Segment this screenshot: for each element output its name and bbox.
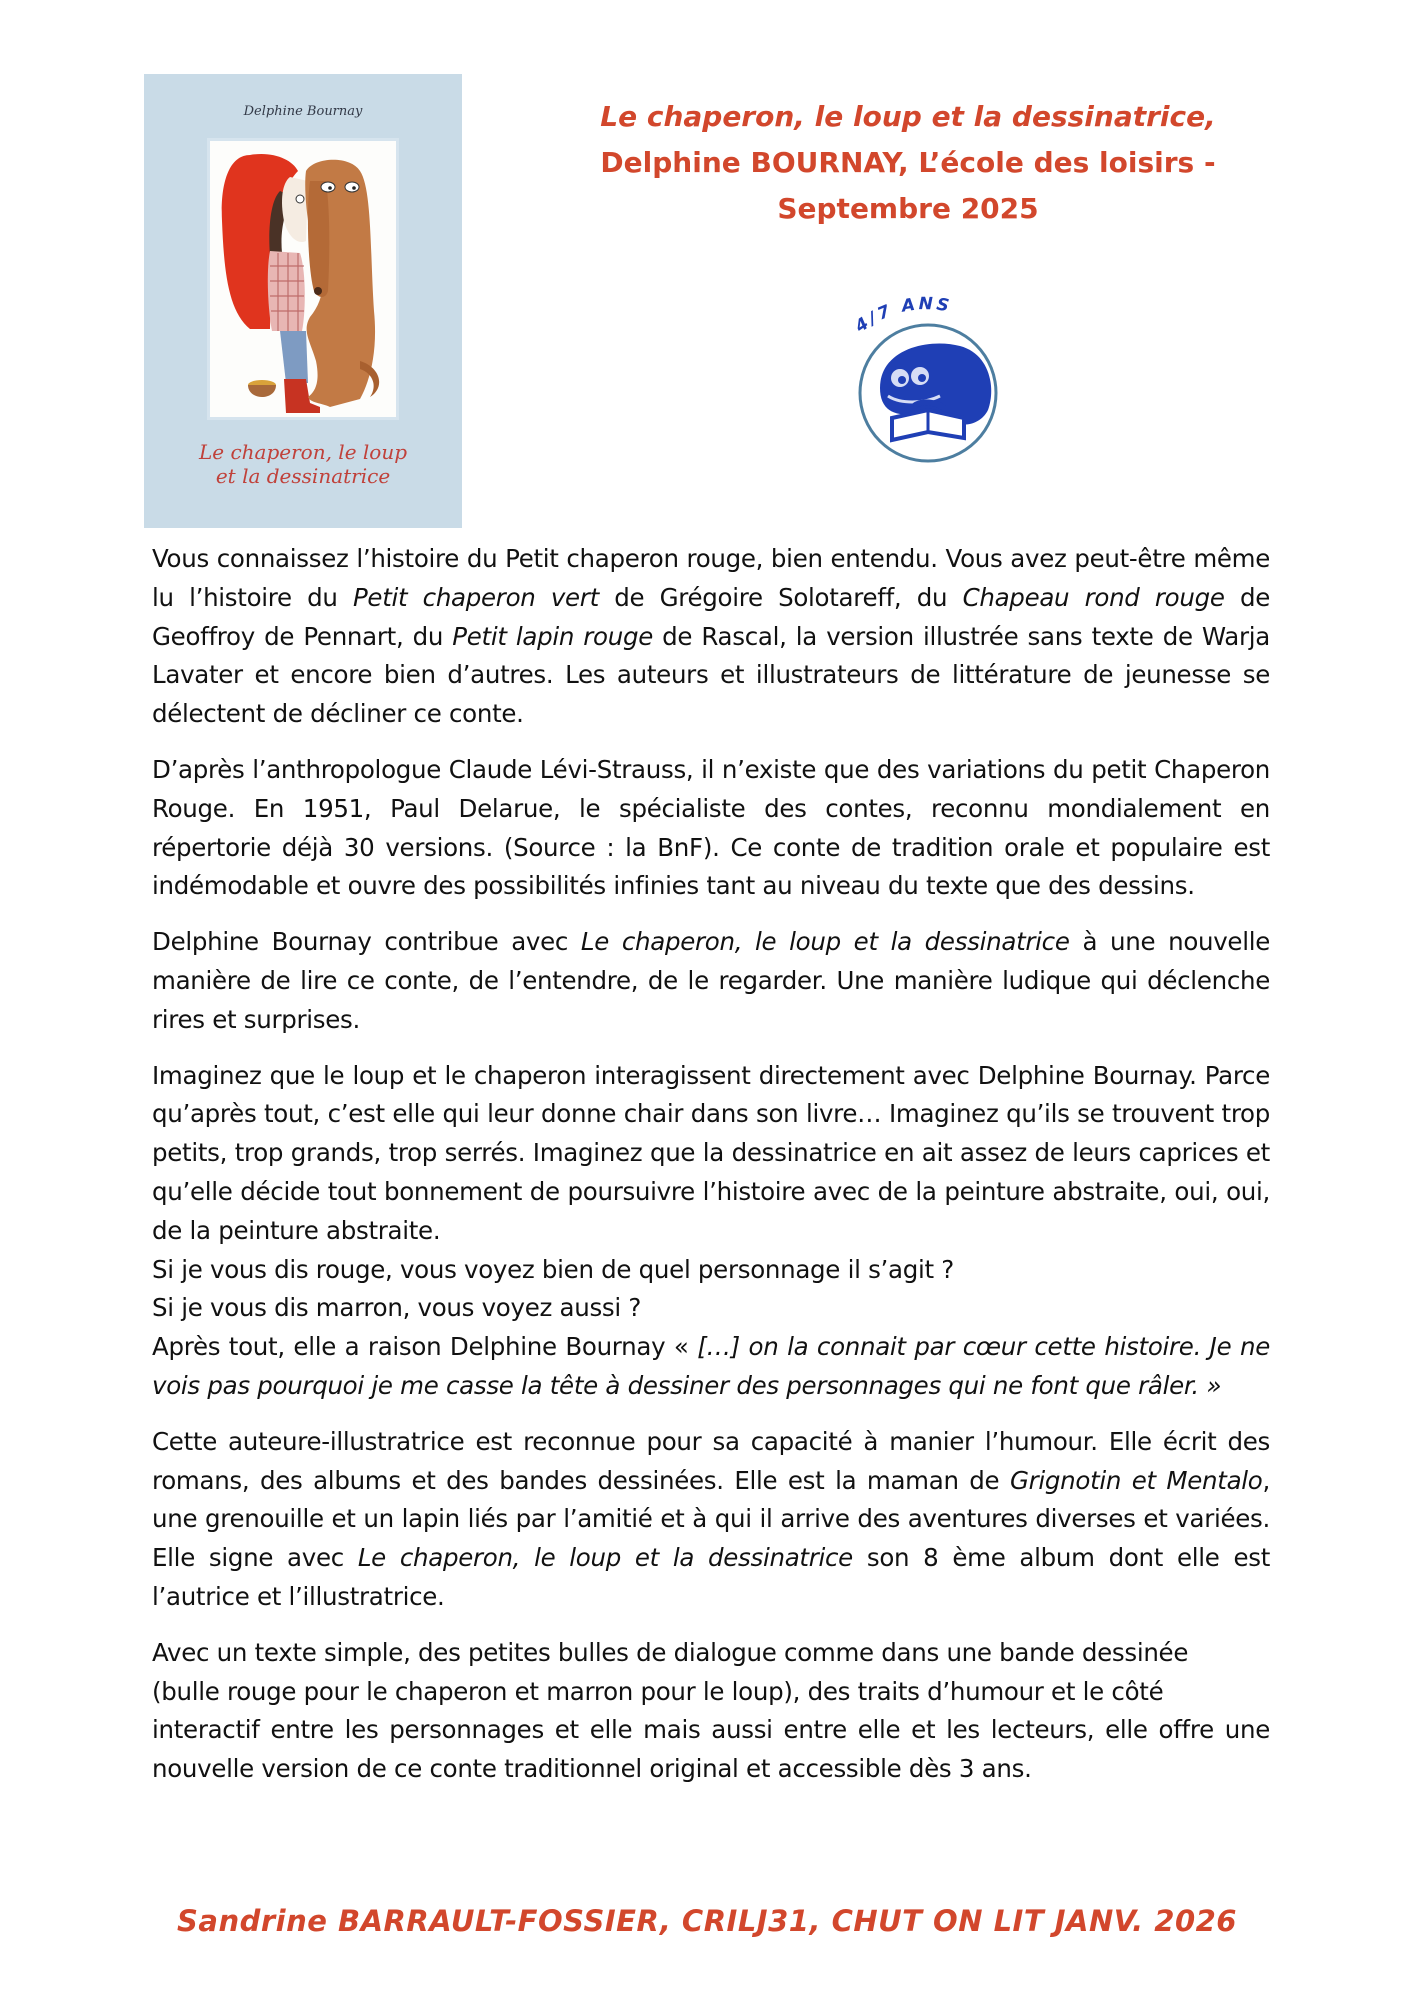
cover-title: [144, 440, 462, 488]
paragraph-questions: [152, 1251, 1270, 1406]
cover-author: Delphine Bournay: [243, 104, 363, 119]
title-line-book: Le chaperon, le loup et la dessinatrice,: [600, 100, 1216, 133]
reviewer-signature: Sandrine BARRAULT-FOSSIER, CRILJ31, CHUT ON LIT JANV. 2026: [177, 1904, 1237, 1938]
paragraph-contribution: Delphine Bournay contribue avec Le chaperon, le loup et la dessinatrice à une nouvelle manière de lire ce conte, de l’entendre, de le regarder. Une manière ludique qui déclenche rires et surprises.: [152, 927, 1270, 1034]
age-badge: [840, 288, 1010, 468]
age-range-label: 4/7 ANS: [851, 294, 954, 337]
frog-reading-icon: [840, 288, 1010, 468]
paragraph-intro: Vous connaissez l’histoire du Petit chaperon rouge, bien entendu. Vous avez peut-être même lu l’histoire du Petit chaperon vert de Grégoire Solotareff, du Chapeau rond rouge de Geoffroy de Pennart, du Petit lapin rouge de Rascal, la version illustrée sans texte de Warja Lavater et encore bien d’autres. Les auteurs et illustrateurs de littérature de jeunesse se délectent de décliner ce conte.: [152, 544, 1270, 729]
paragraph-levi-strauss: D’après l’anthropologue Claude Lévi-Strauss, il n’existe que des variations du petit Chaperon Rouge. En 1951, Paul Delarue, le spécialiste des contes, reconnu mondialement en répertorie déjà 30 versions. (Source : la BnF). Ce conte de tradition orale et populaire est indémodable et ouvre des possibilités infinies tant au niveau du texte que des dessins.: [152, 754, 1270, 901]
wolf-and-red-riding-hood-icon: [210, 141, 396, 417]
review-body: [152, 540, 1270, 1806]
question-marron: Si je vous dis marron, vous voyez aussi ?: [152, 1293, 642, 1323]
paragraph-conclusion: Avec un texte simple, des petites bulles de dialogue comme dans une bande dessinée (bulle rouge pour le chaperon et marron pour le loup), des traits d’humour et le côté interactif entre les personnages et elle mais aussi entre elle et les lecteurs, elle offre une nouvelle version de ce conte traditionnel original et accessible dès 3 ans.: [152, 1637, 1270, 1784]
cover-title-line1: Le chaperon, le loup: [198, 440, 408, 464]
paragraph-imagine: Imaginez que le loup et le chaperon interagissent directement avec Delphine Bournay. Parce qu’après tout, c’est elle qui leur donne chair dans son livre… Imaginez qu’ils se trouvent trop petits, trop grands, trop serrés. Imaginez que la dessinatrice en ait assez de leurs caprices et qu’elle décide tout bonnement de poursuivre l’histoire avec de la peinture abstraite, oui, oui, de la peinture abstraite.: [152, 1060, 1270, 1245]
question-rouge: Si je vous dis rouge, vous voyez bien de quel personnage il s’agit ?: [152, 1254, 954, 1284]
author-quote: Après tout, elle a raison Delphine Bournay « […] on la connait par cœur cette histoire. Je ne vois pas pourquoi je me casse la tête à dessiner des personnages qui ne font que râler. »: [152, 1332, 1270, 1400]
cover-illustration: [210, 141, 396, 417]
paragraph-author-bio: Cette auteure-illustratrice est reconnue pour sa capacité à manier l’humour. Elle écrit des romans, des albums et des bandes dessinées. Elle est la maman de Grignotin et Mentalo, une grenouille et un lapin liés par l’amitié et à qui il arrive des aventures diverses et variées. Elle signe avec Le chaperon, le loup et la dessinatrice son 8 ème album dont elle est l’autrice et l’illustratrice.: [152, 1426, 1271, 1611]
review-title: [548, 94, 1268, 232]
title-line-author-publisher: Delphine BOURNAY, L’école des loisirs -: [600, 146, 1216, 179]
cover-title-line2: et la dessinatrice: [215, 464, 391, 488]
book-cover: [144, 74, 462, 528]
title-line-date: Septembre 2025: [777, 192, 1039, 225]
